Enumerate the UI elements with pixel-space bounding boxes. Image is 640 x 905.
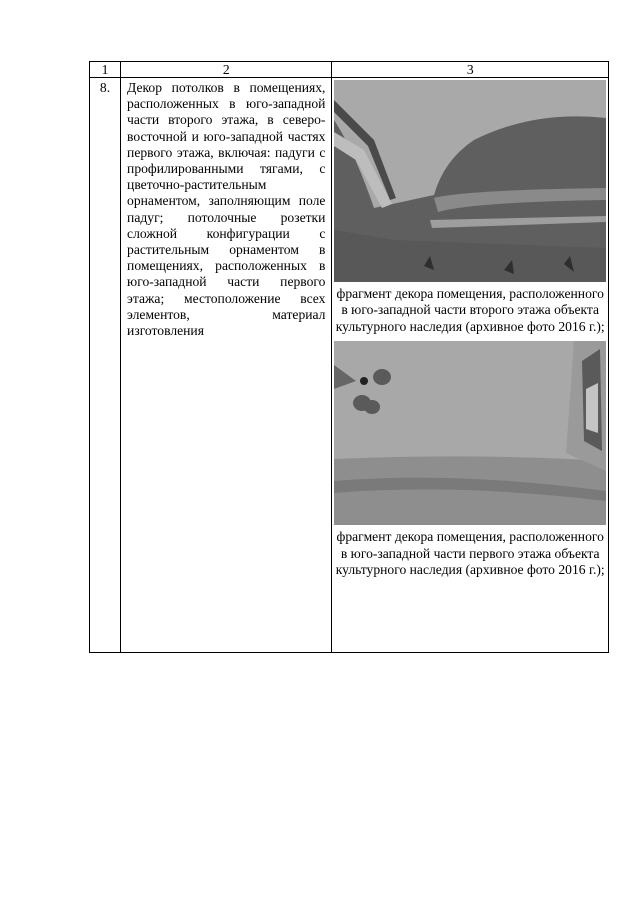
heritage-decor-table xyxy=(89,61,609,653)
row-photos-cell xyxy=(332,78,609,653)
ceiling-photo-second-floor xyxy=(334,80,606,282)
row-description: Декор потолков в помещениях, расположенных в юго-западной части второго этажа, в северо-восточной и юго-западной частях первого этажа, включая: падуги с профилированными тягами, с цветочно-растительным орнаментом, заполняющим поле падуг; потолочные розетки сложной конфигурации с растительным орнаментом в помещениях, расположенных в юго-западной части первого этажа; местоположение всех элементов, материал изготовления xyxy=(127,80,326,339)
row-number: 8. xyxy=(90,78,121,653)
table-header-row xyxy=(90,62,609,78)
header-col-1: 1 xyxy=(90,62,121,78)
row-description-cell xyxy=(121,78,332,653)
photo-caption-2: фрагмент декора помещения, расположенного в юго-западной части первого этажа объекта культурного наследия (архивное фото 2016 г.); xyxy=(335,529,605,578)
header-col-2: 2 xyxy=(121,62,332,78)
header-col-3: 3 xyxy=(332,62,609,78)
table-row xyxy=(90,78,609,653)
photo-caption-1: фрагмент декора помещения, расположенного в юго-западной части второго этажа объекта культурного наследия (архивное фото 2016 г.); xyxy=(335,286,605,334)
ceiling-photo-first-floor xyxy=(334,341,606,525)
